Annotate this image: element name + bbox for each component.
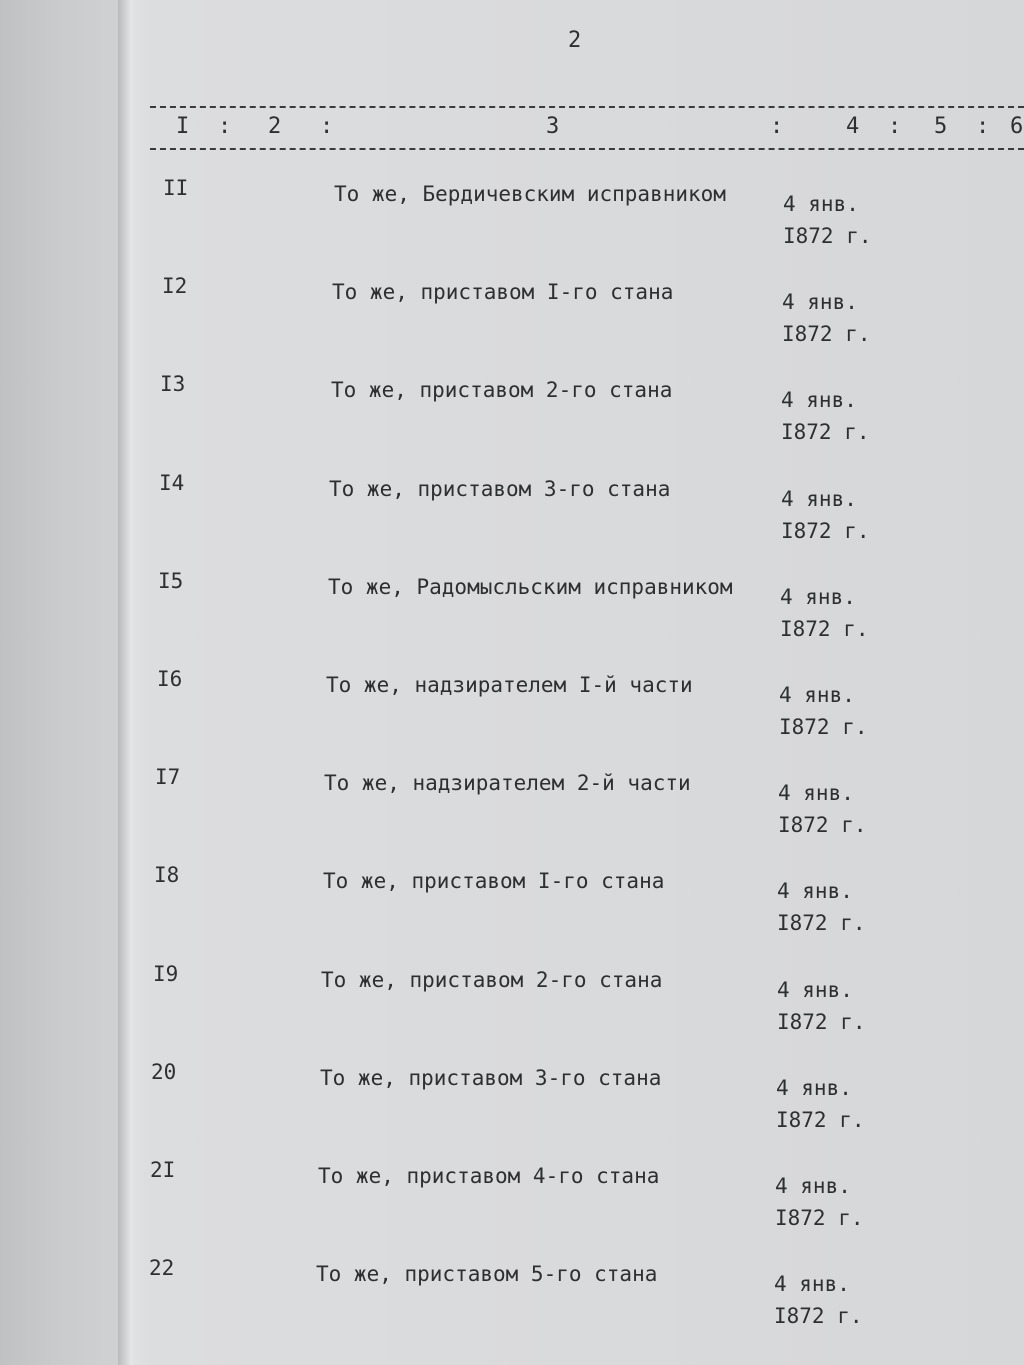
table-row — [0, 274, 1024, 364]
row-date — [777, 875, 866, 939]
row-description: То же, надзирателем I-й части — [326, 673, 693, 697]
date-day: 4 янв. — [777, 879, 853, 903]
table-row — [0, 863, 1024, 953]
column-separator: : — [320, 114, 334, 139]
row-date — [776, 1072, 865, 1136]
row-number: 20 — [151, 1060, 177, 1084]
row-date — [775, 1170, 864, 1234]
date-year: I872 г. — [780, 617, 869, 641]
column-2-label: 2 — [268, 114, 282, 139]
date-year: I872 г. — [774, 1304, 863, 1328]
date-year: I872 г. — [776, 1108, 865, 1132]
row-number: I8 — [154, 863, 180, 887]
date-day: 4 янв. — [777, 978, 853, 1002]
table-row — [0, 962, 1024, 1052]
row-date — [783, 188, 872, 252]
date-day: 4 янв. — [780, 585, 856, 609]
table-row — [0, 1158, 1024, 1248]
date-year: I872 г. — [778, 813, 867, 837]
date-year: I872 г. — [783, 224, 872, 248]
date-year: I872 г. — [779, 715, 868, 739]
table-row — [0, 667, 1024, 757]
row-date — [774, 1268, 863, 1332]
row-date — [782, 286, 871, 350]
row-number: II — [163, 176, 189, 200]
date-year: I872 г. — [775, 1206, 864, 1230]
column-1-label: I — [176, 114, 190, 139]
date-year: I872 г. — [782, 322, 871, 346]
row-number: I7 — [155, 765, 181, 789]
row-date — [781, 483, 870, 547]
row-date — [780, 581, 869, 645]
row-number: 2I — [150, 1158, 176, 1182]
row-number: I5 — [158, 569, 184, 593]
date-day: 4 янв. — [775, 1174, 851, 1198]
column-separator: : — [888, 114, 902, 139]
date-year: I872 г. — [781, 420, 870, 444]
date-day: 4 янв. — [781, 388, 857, 412]
row-description: То же, приставом 5-го стана — [316, 1262, 658, 1286]
date-year: I872 г. — [777, 911, 866, 935]
row-number: I6 — [157, 667, 183, 691]
row-description: То же, приставом 4-го стана — [318, 1164, 660, 1188]
header-rule-top — [150, 106, 1024, 108]
date-day: 4 янв. — [776, 1076, 852, 1100]
column-4-label: 4 — [846, 114, 860, 139]
table-row — [0, 176, 1024, 266]
row-description: То же, приставом 2-го стана — [321, 968, 663, 992]
row-description: То же, Бердичевским исправником — [334, 182, 726, 206]
date-day: 4 янв. — [778, 781, 854, 805]
date-day: 4 янв. — [782, 290, 858, 314]
table-row — [0, 569, 1024, 659]
header-rule-bottom — [150, 148, 1024, 150]
row-description: То же, надзирателем 2-й части — [324, 771, 691, 795]
column-separator: : — [218, 114, 232, 139]
row-number: I3 — [160, 372, 186, 396]
page-number: 2 — [568, 28, 582, 53]
row-date — [781, 384, 870, 448]
table-row — [0, 765, 1024, 855]
column-6-label: 6 — [1010, 114, 1024, 139]
row-description: То же, приставом 3-го стана — [329, 477, 671, 501]
row-description: То же, приставом 2-го стана — [331, 378, 673, 402]
column-separator: : — [976, 114, 990, 139]
row-description: То же, приставом I-го стана — [332, 280, 674, 304]
row-date — [777, 974, 866, 1038]
date-day: 4 янв. — [781, 487, 857, 511]
column-header — [0, 114, 1024, 144]
table-row — [0, 1060, 1024, 1150]
table-row — [0, 372, 1024, 462]
date-year: I872 г. — [777, 1010, 866, 1034]
table-row — [0, 1256, 1024, 1346]
date-day: 4 янв. — [779, 683, 855, 707]
date-day: 4 янв. — [774, 1272, 850, 1296]
row-description: То же, приставом 3-го стана — [320, 1066, 662, 1090]
row-number: I4 — [159, 471, 185, 495]
row-number: 22 — [149, 1256, 175, 1280]
column-separator: : — [770, 114, 784, 139]
date-year: I872 г. — [781, 519, 870, 543]
table-row — [0, 471, 1024, 561]
column-3-label: 3 — [546, 114, 560, 139]
row-date — [778, 777, 867, 841]
column-5-label: 5 — [934, 114, 948, 139]
row-date — [779, 679, 868, 743]
row-description: То же, приставом I-го стана — [323, 869, 665, 893]
row-number: I2 — [162, 274, 188, 298]
date-day: 4 янв. — [783, 192, 859, 216]
row-description: То же, Радомысльским исправником — [328, 575, 733, 599]
row-number: I9 — [153, 962, 179, 986]
